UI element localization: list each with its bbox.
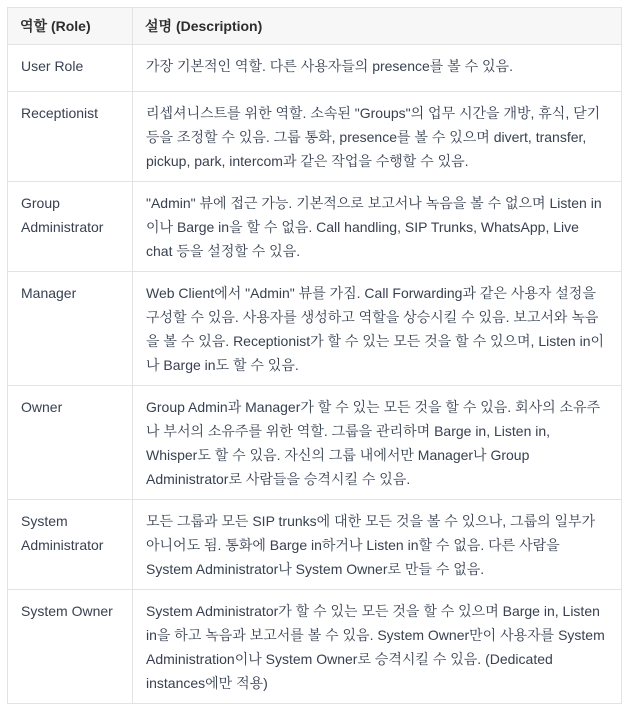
description-cell: 가장 기본적인 역할. 다른 사용자들의 presence를 볼 수 있음. xyxy=(133,45,622,92)
description-cell: 모든 그룹과 모든 SIP trunks에 대한 모든 것을 볼 수 있으나, 그룹의 일부가 아니어도 됨. 통화에 Barge in하거나 Listen in할 수 없음. 다른 사람을 System Administrator나 System Owner로 만들 수 없음. xyxy=(133,500,622,590)
role-cell: Receptionist xyxy=(8,92,133,182)
description-cell: Group Admin과 Manager가 할 수 있는 모든 것을 할 수 있음. 회사의 소유주나 부서의 소유주를 위한 역할. 그룹을 관리하며 Barge in, Listen in, Whisper도 할 수 있음. 자신의 그룹 내에서만 Manager나 Group Administrator로 사람들을 승격시킬 수 있음. xyxy=(133,386,622,500)
table-row xyxy=(8,500,622,590)
table-row xyxy=(8,92,622,182)
header-description: 설명 (Description) xyxy=(133,8,622,45)
table-row xyxy=(8,386,622,500)
table-row xyxy=(8,272,622,386)
roles-table-container xyxy=(7,7,621,704)
roles-table xyxy=(7,7,622,704)
header-role: 역할 (Role) xyxy=(8,8,133,45)
role-cell: Manager xyxy=(8,272,133,386)
table-row xyxy=(8,182,622,272)
role-cell: System Administrator xyxy=(8,500,133,590)
role-cell: System Owner xyxy=(8,590,133,704)
description-cell: Web Client에서 "Admin" 뷰를 가짐. Call Forwarding과 같은 사용자 설정을 구성할 수 있음. 사용자를 생성하고 역할을 상승시킬 수 있음. 보고서와 녹음을 볼 수 있음. Receptionist가 할 수 있는 모든 것을 할 수 있으며, Listen in이나 Barge in도 할 수 있음. xyxy=(133,272,622,386)
table-header-row xyxy=(8,8,622,45)
table-row xyxy=(8,590,622,704)
role-cell: Group Administrator xyxy=(8,182,133,272)
description-cell: 리셉셔니스트를 위한 역할. 소속된 "Groups"의 업무 시간을 개방, 휴식, 닫기 등을 조정할 수 있음. 그룹 통화, presence를 볼 수 있으며 divert, transfer, pickup, park, intercom과 같은 작업을 수행할 수 있음. xyxy=(133,92,622,182)
role-cell: User Role xyxy=(8,45,133,92)
description-cell: "Admin" 뷰에 접근 가능. 기본적으로 보고서나 녹음을 볼 수 없으며 Listen in이나 Barge in을 할 수 없음. Call handling, SIP Trunks, WhatsApp, Live chat 등을 설정할 수 있음. xyxy=(133,182,622,272)
table-row xyxy=(8,45,622,92)
description-cell: System Administrator가 할 수 있는 모든 것을 할 수 있으며 Barge in, Listen in을 하고 녹음과 보고서를 볼 수 있음. System Owner만이 사용자를 System Administration이나 System Owner로 승격시킬 수 있음. (Dedicated instances에만 적용) xyxy=(133,590,622,704)
role-cell: Owner xyxy=(8,386,133,500)
